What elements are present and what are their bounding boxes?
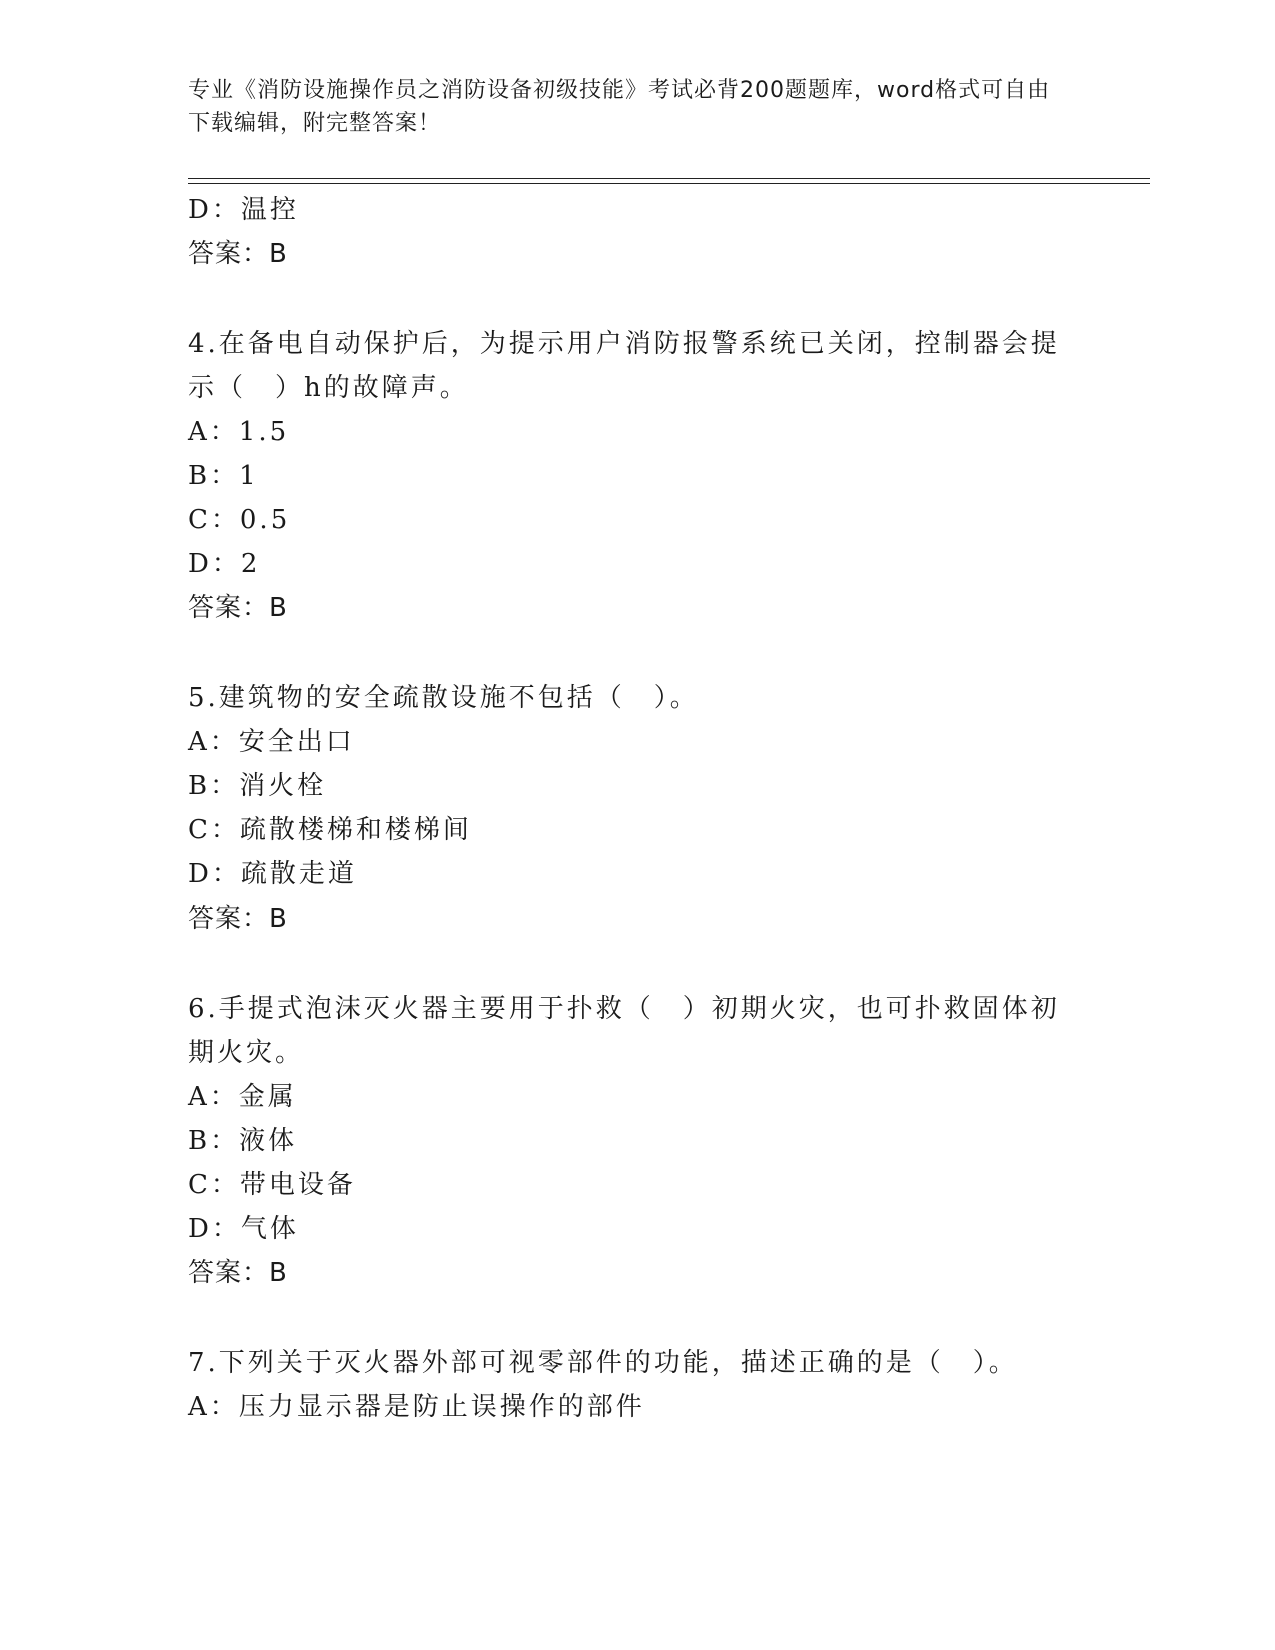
header-rule-bottom — [188, 183, 1150, 184]
q6-option-d: D：气体 — [188, 1214, 299, 1244]
document-header: 专业《消防设施操作员之消防设备初级技能》考试必背200题题库，word格式可自由下载编辑，附完整答案！ — [188, 78, 1051, 136]
q6-stem-line1: 6.手提式泡沫灭火器主要用于扑救（ ）初期火灾，也可扑救固体初 — [188, 994, 1060, 1024]
q4-answer: 答案：B — [188, 593, 288, 623]
q4-stem-line2: 示（ ）h的故障声。 — [188, 373, 469, 403]
q4-stem-line1: 4.在备电自动保护后，为提示用户消防报警系统已关闭，控制器会提 — [188, 329, 1060, 359]
q5-option-c: C：疏散楼梯和楼梯间 — [188, 815, 472, 845]
q6-answer: 答案：B — [188, 1258, 288, 1288]
q5-stem-line1: 5.建筑物的安全疏散设施不包括（ ）。 — [188, 683, 699, 713]
q4-option-c: C：0.5 — [188, 505, 291, 535]
q4-option-b: B：1 — [188, 461, 259, 491]
q6-option-b: B：液体 — [188, 1126, 298, 1156]
prev-answer: 答案：B — [188, 239, 288, 269]
prev-option-d: D：温控 — [188, 195, 299, 225]
q6-stem-line2: 期火灾。 — [188, 1038, 305, 1068]
q5-option-b: B：消火栓 — [188, 771, 327, 801]
q7-option-a: A：压力显示器是防止误操作的部件 — [188, 1392, 645, 1422]
q7-stem-line1: 7.下列关于灭火器外部可视零部件的功能，描述正确的是（ ）。 — [188, 1348, 1018, 1378]
q5-answer: 答案：B — [188, 904, 288, 934]
q5-option-d: D：疏散走道 — [188, 859, 357, 889]
q4-option-d: D：2 — [188, 549, 261, 579]
q6-option-a: A：金属 — [188, 1082, 297, 1112]
q5-option-a: A：安全出口 — [188, 727, 355, 757]
q6-option-c: C：带电设备 — [188, 1170, 356, 1200]
header-rule-top — [188, 178, 1150, 179]
q4-option-a: A：1.5 — [188, 417, 290, 447]
